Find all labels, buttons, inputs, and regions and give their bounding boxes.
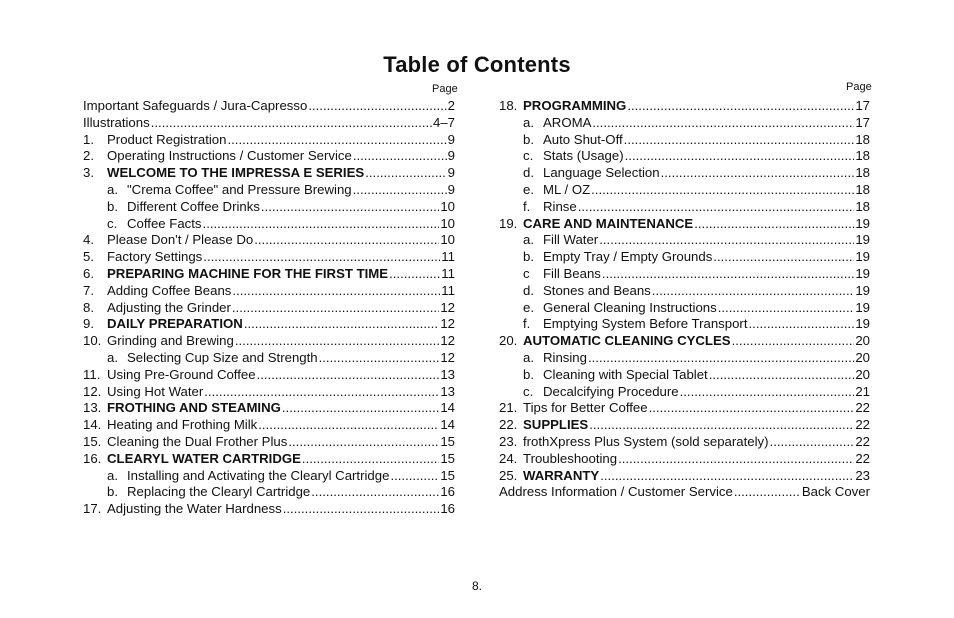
toc-entry-number: b. [107,198,118,214]
toc-entry-number: 17. [83,501,102,517]
dot-leader [718,300,855,317]
dot-leader [652,283,855,300]
dot-leader [618,451,854,468]
toc-left-column [83,98,455,518]
dot-leader [261,199,439,216]
toc-entry-label: Factory Settings [107,249,203,265]
toc-entry-number: a. [523,232,534,248]
toc-entry-number: a. [523,114,534,130]
toc-entry-label: Tips for Better Coffee [523,400,648,416]
dot-leader [283,501,440,518]
toc-entry[interactable] [499,132,870,149]
dot-leader [624,132,855,149]
toc-entry-number: 8. [83,299,94,315]
toc-entry-number: b. [107,484,118,500]
toc-entry[interactable] [499,216,870,233]
toc-entry-page: 11 [441,265,455,281]
dot-leader [257,367,440,384]
toc-entry-page: 14 [440,417,455,433]
dot-leader [232,283,440,300]
toc-entry-number: 21. [499,400,518,416]
dot-leader [732,333,855,350]
toc-entry[interactable] [83,98,455,115]
page-column-header-left: Page [432,83,458,95]
dot-leader [203,249,440,266]
toc-entry-label: Emptying System Before Transport [543,316,748,332]
toc-entry-page: 20 [855,349,870,365]
toc-entry-label: "Crema Coffee" and Pressure Brewing [127,181,352,197]
toc-entry[interactable] [83,283,455,300]
toc-entry-number: c [523,265,530,281]
toc-entry-number: b. [523,131,534,147]
dot-leader [353,182,447,199]
toc-entry[interactable] [83,232,455,249]
toc-entry-label: PROGRAMMING [523,98,627,113]
toc-entry[interactable] [83,417,455,434]
toc-entry-number: 12. [83,383,102,399]
toc-entry-number: 16. [83,450,102,466]
toc-entry-number: 3. [83,165,94,181]
toc-entry[interactable] [499,316,870,333]
toc-entry-label: Operating Instructions / Customer Service [107,148,352,164]
dot-leader [578,199,855,216]
toc-entry-label: Auto Shut-Off [543,131,623,147]
toc-entry-page: 15 [440,450,455,466]
toc-entry-label: AUTOMATIC CLEANING CYCLES [523,333,731,349]
toc-entry[interactable] [499,182,870,199]
toc-entry[interactable] [499,249,870,266]
toc-entry-page: 12 [440,333,455,349]
dot-leader [592,115,854,132]
dot-leader [599,232,854,249]
dot-leader [254,232,439,249]
toc-entry-number: 11. [83,366,101,382]
toc-entry-label: Language Selection [543,165,660,181]
dot-leader [627,98,854,115]
dot-leader [588,350,854,367]
toc-entry-page: 9 [447,165,455,181]
toc-entry-page: 12 [440,316,455,332]
toc-entry-number: 14. [83,417,102,433]
toc-entry-number: 22. [499,417,518,433]
toc-entry-page: 17 [855,114,870,130]
dot-leader [151,115,432,132]
toc-entry-label: CARE AND MAINTENANCE [523,215,694,231]
toc-entry-label: Replacing the Clearyl Cartridge [127,484,311,500]
toc-entry-page: 19 [855,249,870,265]
dot-leader [734,484,801,501]
toc-entry-page: 19 [855,282,870,298]
toc-entry-number: d. [523,165,534,181]
toc-entry-number: c. [523,148,534,164]
toc-entry[interactable] [499,384,870,401]
toc-entry-number: 10. [83,333,102,349]
toc-entry-page: 9 [447,131,455,147]
dot-leader [390,468,439,485]
toc-entry-label: Decalcifying Procedure [543,383,679,399]
toc-entry-page: 18 [855,148,870,164]
toc-entry-number: 15. [83,433,102,449]
toc-entry[interactable] [83,266,455,283]
toc-entry-label: Adding Coffee Beans [107,282,232,298]
dot-leader [288,434,439,451]
toc-entry-number: 6. [83,265,94,281]
toc-entry-page: 19 [855,232,870,248]
toc-entry[interactable] [83,501,455,518]
dot-leader [389,266,440,283]
toc-entry-label: Using Pre-Ground Coffee [107,366,256,382]
toc-entry[interactable] [499,400,870,417]
toc-entry-page: 12 [440,349,455,365]
document-title: Table of Contents [383,52,571,77]
toc-entry-label: Cleaning the Dual Frother Plus [107,433,288,449]
toc-entry-page: 15 [440,467,455,483]
toc-entry-label: Illustrations [83,114,150,130]
toc-entry-page: 15 [440,433,455,449]
toc-entry-number: e. [523,181,534,197]
toc-entry[interactable] [83,451,455,468]
toc-entry-number: b. [523,366,534,382]
dot-leader [770,434,855,451]
dot-leader [227,132,446,149]
toc-entry-page: 22 [855,417,870,433]
toc-entry-page: 18 [855,131,870,147]
toc-entry-number: c. [523,383,534,399]
toc-entry[interactable] [83,115,455,132]
toc-entry-number: a. [523,349,534,365]
toc-entry[interactable] [499,266,870,283]
toc-entry-page: 23 [855,467,870,483]
toc-entry-page: 19 [855,265,870,281]
toc-entry-label: ML / OZ [543,181,591,197]
toc-entry-label: Empty Tray / Empty Grounds [543,249,713,265]
toc-entry[interactable] [83,132,455,149]
toc-entry[interactable] [83,316,455,333]
toc-entry-label: Different Coffee Drinks [127,198,260,214]
toc-entry[interactable] [499,484,870,501]
toc-entry-label: WELCOME TO THE IMPRESSA E SERIES [107,165,365,181]
toc-entry-page: 9 [447,181,455,197]
toc-entry[interactable] [83,216,455,233]
toc-entry-page: 18 [855,181,870,197]
dot-leader [625,148,855,165]
toc-entry-label: Please Don't / Please Do [107,232,254,248]
toc-entry[interactable] [499,98,870,115]
toc-entry-page: 19 [855,215,870,231]
toc-entry[interactable] [83,199,455,216]
dot-leader [319,350,440,367]
dot-leader [311,484,439,501]
dot-leader [661,165,855,182]
toc-entry-page: 12 [440,299,455,315]
toc-entry-number: f. [523,198,531,214]
toc-entry-label: Rinse [543,198,577,214]
toc-entry-label: Selecting Cup Size and Strength [127,349,318,365]
toc-entry-number: 18. [499,98,518,113]
dot-leader [203,216,440,233]
toc-entry-label: Rinsing [543,349,587,365]
dot-leader [365,165,446,182]
toc-entry-page: 9 [447,148,455,164]
toc-entry[interactable] [499,434,870,451]
toc-entry-page: 11 [441,282,455,298]
toc-entry-page: 21 [855,383,870,399]
dot-leader [244,316,440,333]
toc-entry[interactable] [499,232,870,249]
dot-leader [204,384,439,401]
toc-entry-label: Grinding and Brewing [107,333,234,349]
toc-entry-number: a. [107,349,118,365]
toc-entry-page: 4–7 [432,114,455,130]
dot-leader [680,384,855,401]
toc-entry-label: Using Hot Water [107,383,204,399]
dot-leader [694,216,854,233]
toc-entry-page: Back Cover [801,484,870,500]
toc-entry-number: 9. [83,316,94,332]
toc-entry-label: Stones and Beans [543,282,651,298]
dot-leader [302,451,439,468]
toc-entry-label: CLEARYL WATER CARTRIDGE [107,450,301,466]
dot-leader [709,367,855,384]
toc-entry[interactable] [83,300,455,317]
toc-entry[interactable] [499,417,870,434]
toc-entry-number: 5. [83,249,94,265]
toc-entry-label: Stats (Usage) [543,148,624,164]
toc-entry-page: 2 [447,98,455,113]
page-number: 8. [471,579,482,593]
toc-entry-page: 16 [440,501,455,517]
toc-entry-number: a. [107,181,118,197]
toc-entry-label: Important Safeguards / Jura-Capresso [83,98,308,113]
toc-entry-label: Installing and Activating the Clearyl Cartridge [127,467,390,483]
toc-entry-label: frothXpress Plus System (sold separately) [523,433,769,449]
toc-entry-number: 2. [83,148,94,164]
toc-entry[interactable] [83,400,455,417]
toc-entry-label: AROMA [543,114,592,130]
toc-right-column [499,98,870,501]
toc-entry[interactable] [83,148,455,165]
toc-entry-label: Heating and Frothing Milk [107,417,258,433]
page-column-header-right: Page [846,81,872,93]
toc-entry[interactable] [83,468,455,485]
toc-entry-page: 22 [855,400,870,416]
toc-entry[interactable] [499,165,870,182]
toc-entry[interactable] [499,350,870,367]
toc-entry-number: e. [523,299,534,315]
toc-entry[interactable] [499,148,870,165]
toc-entry-label: Fill Water [543,232,599,248]
dot-leader [235,333,440,350]
toc-entry[interactable] [83,434,455,451]
toc-entry-number: a. [107,467,118,483]
toc-entry-page: 19 [855,299,870,315]
toc-entry-label: PREPARING MACHINE FOR THE FIRST TIME [107,265,389,281]
dot-leader [713,249,854,266]
toc-entry-label: Fill Beans [543,265,601,281]
toc-entry[interactable] [83,484,455,501]
toc-entry[interactable] [499,451,870,468]
dot-leader [353,148,447,165]
toc-entry-page: 10 [440,215,455,231]
toc-entry-page: 20 [855,366,870,382]
toc-entry-number: 24. [499,450,518,466]
toc-entry-page: 22 [855,450,870,466]
toc-entry-number: 7. [83,282,94,298]
toc-entry-label: DAILY PREPARATION [107,316,243,332]
toc-entry[interactable] [83,249,455,266]
toc-entry[interactable] [499,199,870,216]
dot-leader [308,98,446,115]
toc-entry[interactable] [83,165,455,182]
toc-entry-label: Address Information / Customer Service [499,484,733,500]
toc-entry-page: 13 [440,383,455,399]
toc-entry-page: 14 [440,400,455,416]
dot-leader [649,400,855,417]
toc-entry-number: 19. [499,215,518,231]
dot-leader [602,266,854,283]
toc-entry-label: Product Registration [107,131,227,147]
toc-entry-number: 20. [499,333,518,349]
toc-entry-page: 18 [855,198,870,214]
toc-entry-label: FROTHING AND STEAMING [107,400,281,416]
toc-entry-page: 16 [440,484,455,500]
dot-leader [258,417,439,434]
toc-entry-number: c. [107,215,118,231]
toc-entry-page: 10 [440,198,455,214]
toc-entry-page: 18 [855,165,870,181]
toc-entry[interactable] [83,367,455,384]
toc-entry-label: Adjusting the Grinder [107,299,231,315]
dot-leader [589,417,854,434]
toc-entry-page: 10 [440,232,455,248]
toc-entry-label: SUPPLIES [523,417,589,433]
toc-entry[interactable] [499,115,870,132]
toc-entry-page: 13 [440,366,455,382]
toc-entry-number: 4. [83,232,94,248]
toc-entry-label: WARRANTY [523,467,600,483]
toc-entry[interactable] [499,367,870,384]
toc-entry-page: 22 [855,433,870,449]
toc-entry-number: b. [523,249,534,265]
dot-leader [600,468,854,485]
toc-entry[interactable] [499,283,870,300]
toc-entry-number: 1. [83,131,94,147]
toc-entry[interactable] [499,468,870,485]
toc-entry-number: 13. [83,400,102,416]
dot-leader [232,300,439,317]
toc-entry-label: Cleaning with Special Tablet [543,366,708,382]
dot-leader [749,316,855,333]
toc-entry[interactable] [499,333,870,350]
toc-entry[interactable] [83,333,455,350]
toc-entry-page: 19 [855,316,870,332]
toc-entry-number: 25. [499,467,518,483]
toc-entry-page: 11 [441,249,455,265]
toc-entry-page: 17 [855,98,870,113]
dot-leader [282,400,439,417]
toc-entry[interactable] [83,350,455,367]
toc-entry-number: 23. [499,433,518,449]
toc-entry[interactable] [499,300,870,317]
toc-entry-number: f. [523,316,531,332]
toc-entry-label: General Cleaning Instructions [543,299,717,315]
toc-entry-label: Coffee Facts [127,215,202,231]
toc-entry-page: 20 [855,333,870,349]
toc-entry-label: Troubleshooting [523,450,618,466]
toc-entry-label: Adjusting the Water Hardness [107,501,282,517]
toc-entry-number: d. [523,282,534,298]
toc-entry[interactable] [83,384,455,401]
toc-entry[interactable] [83,182,455,199]
dot-leader [591,182,854,199]
